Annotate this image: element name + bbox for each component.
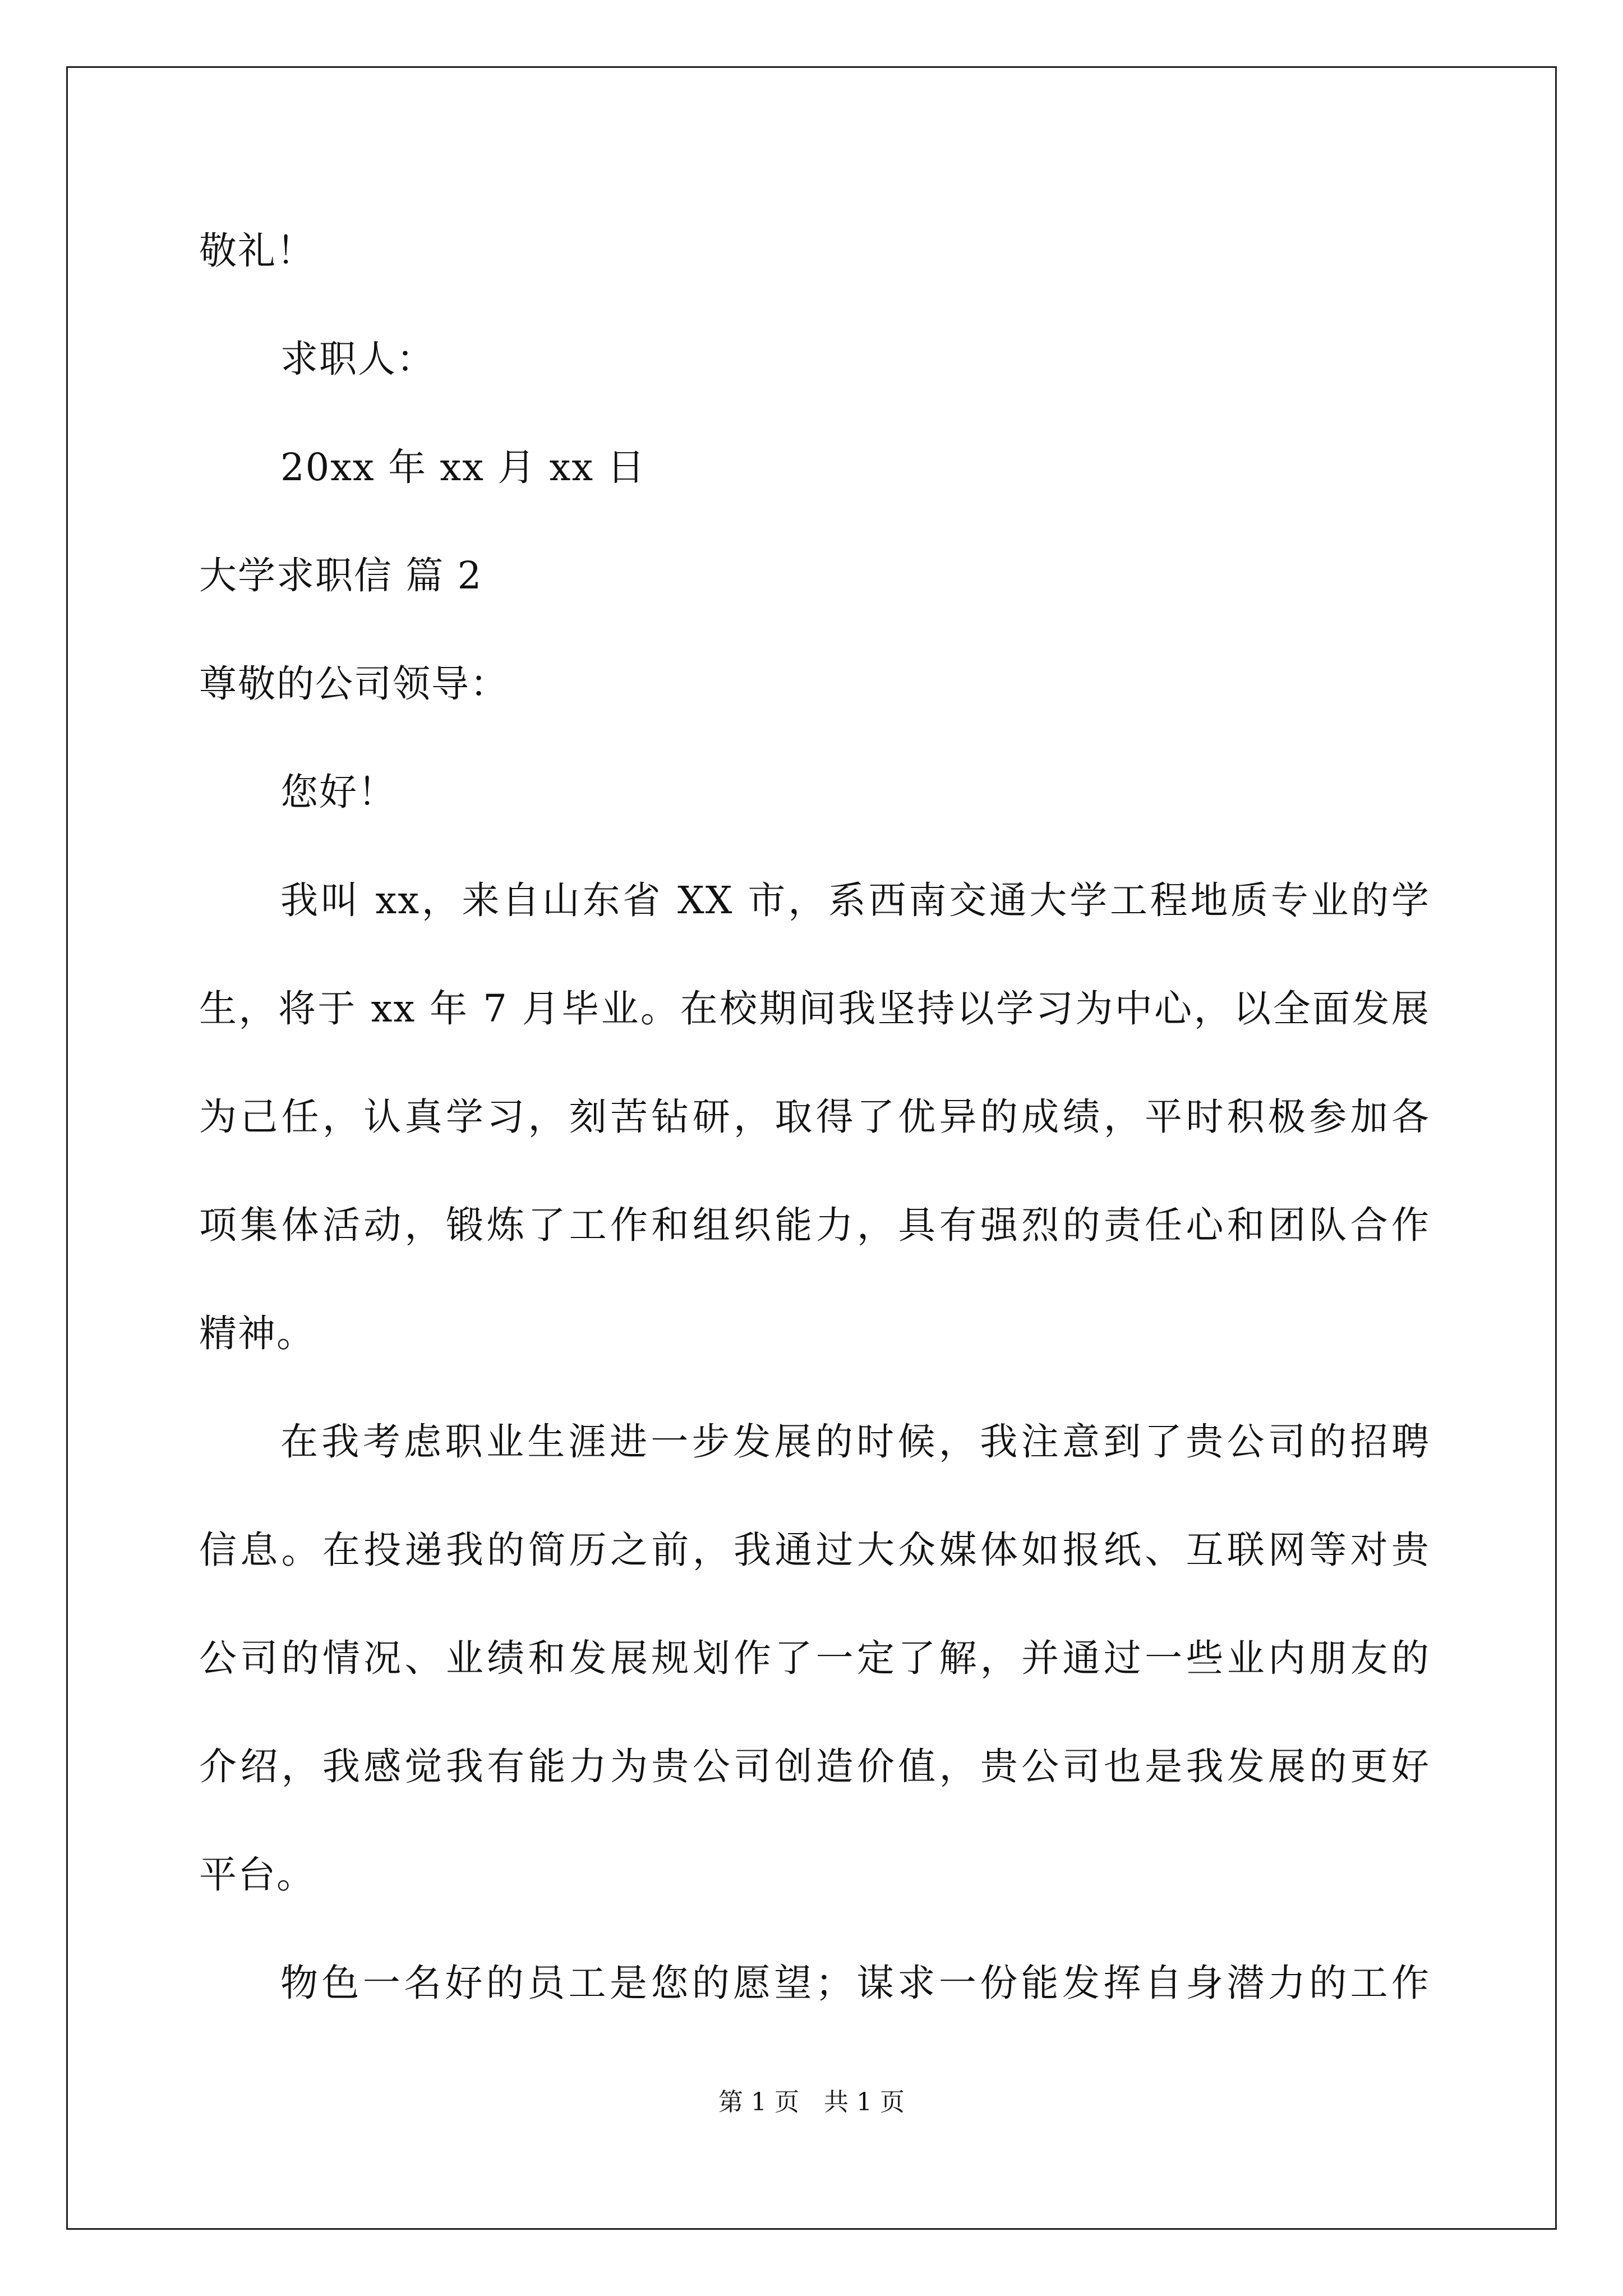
closing-salutation: 敬礼！ [199,229,315,273]
paragraph3-line: 物色一名好的员工是您的愿望；谋求一份能发挥自身潜力的工作 [280,1961,1430,2005]
letter-date: 20xx 年 xx 月 xx 日 [280,445,646,489]
paragraph2-line: 介绍，我感觉我有能力为贵公司创造价值，贵公司也是我发展的更好 [199,1745,1430,1788]
letter-greeting: 尊敬的公司领导： [199,662,509,706]
letter-hello: 您好！ [280,770,396,814]
section-title: 大学求职信 篇 2 [199,554,483,597]
paragraph1-line: 精神。 [199,1312,315,1355]
paragraph2-line: 公司的情况、业绩和发展规划作了一定了解，并通过一些业内朋友的 [199,1636,1430,1680]
applicant-label: 求职人： [280,337,435,381]
page-border [66,66,1557,2230]
page-footer: 第 1 页 共 1 页 [718,2088,905,2116]
paragraph2-line: 平台。 [199,1853,315,1897]
paragraph1-line: 为己任，认真学习，刻苦钻研，取得了优异的成绩，平时积极参加各 [199,1095,1430,1139]
paragraph1-line: 生，将于 xx 年 7 月毕业。在校期间我坚持以学习为中心，以全面发展 [199,987,1430,1030]
paragraph2-line: 在我考虑职业生涯进一步发展的时候，我注意到了贵公司的招聘 [280,1420,1430,1464]
paragraph2-line: 信息。在投递我的简历之前，我通过大众媒体如报纸、互联网等对贵 [199,1528,1430,1572]
paragraph1-line: 我叫 xx，来自山东省 XX 市，系西南交通大学工程地质专业的学 [280,878,1430,922]
paragraph1-line: 项集体活动，锻炼了工作和组织能力，具有强烈的责任心和团队合作 [199,1203,1430,1247]
